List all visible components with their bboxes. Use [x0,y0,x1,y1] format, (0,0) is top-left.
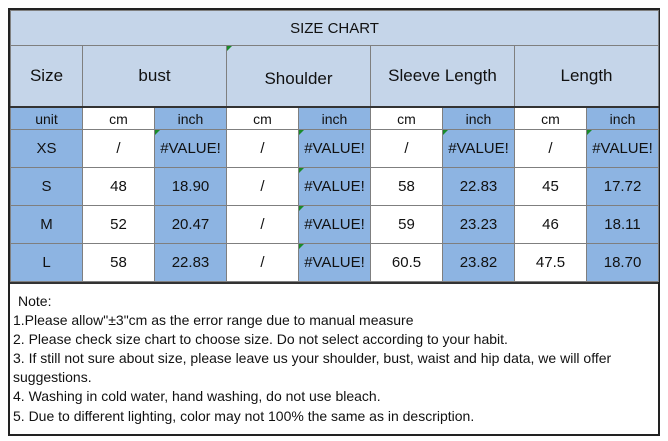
data-cell: #VALUE! [155,130,227,168]
data-cell: #VALUE! [587,130,659,168]
table-row [11,206,659,244]
notes-section [10,282,658,426]
header-sleeve-length: Sleeve Length [371,46,515,108]
size-chart-sheet [8,8,660,436]
data-cell: #VALUE! [299,244,371,282]
unit-row [11,107,659,130]
unit-cell: cm [371,107,443,130]
data-cell: 22.83 [443,168,515,206]
size-chart-table [10,10,659,282]
size-label: S [11,168,83,206]
data-cell: 58 [83,244,155,282]
table-row [11,168,659,206]
data-cell: / [515,130,587,168]
data-cell: 18.11 [587,206,659,244]
data-cell: 60.5 [371,244,443,282]
title-row [11,11,659,46]
data-cell: #VALUE! [299,130,371,168]
size-label: M [11,206,83,244]
note-item: 1.Please allow"±3"cm as the error range due to manual measure [13,312,414,329]
data-cell: 47.5 [515,244,587,282]
data-cell: / [227,168,299,206]
size-label: XS [11,130,83,168]
note-item: 5. Due to different lighting, color may not 100% the same as in description. [13,407,475,424]
unit-cell: inch [299,107,371,130]
chart-title: SIZE CHART [11,11,659,46]
data-cell: 18.90 [155,168,227,206]
data-cell: 18.70 [587,244,659,282]
data-cell: #VALUE! [299,168,371,206]
table-row [11,244,659,282]
data-cell: 58 [371,168,443,206]
data-cell: 59 [371,206,443,244]
data-cell: 17.72 [587,168,659,206]
data-cell: / [371,130,443,168]
note-item: 4. Washing in cold water, hand washing, do not use bleach. [13,388,381,405]
unit-cell: inch [443,107,515,130]
data-cell: 23.23 [443,206,515,244]
data-cell: / [83,130,155,168]
data-cell: #VALUE! [443,130,515,168]
header-bust: bust [83,46,227,108]
notes-heading: Note: [18,293,52,309]
data-cell: / [227,130,299,168]
unit-cell: cm [83,107,155,130]
data-cell: #VALUE! [299,206,371,244]
unit-cell: cm [227,107,299,130]
size-label: L [11,244,83,282]
data-cell: 48 [83,168,155,206]
note-item: 2. Please check size chart to choose size. Do not select according to your habit. [13,331,508,348]
data-cell: 22.83 [155,244,227,282]
data-cell: 45 [515,168,587,206]
data-cell: 46 [515,206,587,244]
data-cell: / [227,244,299,282]
unit-cell: inch [155,107,227,130]
header-row [11,46,659,108]
unit-cell: cm [515,107,587,130]
table-row [11,130,659,168]
note-item: 3. If still not sure about size, please leave us your shoulder, bust, waist and hip data, we will offer suggestions. [13,350,612,386]
data-cell: 52 [83,206,155,244]
data-cell: 23.82 [443,244,515,282]
data-cell: / [227,206,299,244]
unit-label: unit [11,107,83,130]
unit-cell: inch [587,107,659,130]
header-shoulder: Shoulder [227,46,371,108]
data-cell: 20.47 [155,206,227,244]
header-length: Length [515,46,659,108]
header-size: Size [11,46,83,108]
